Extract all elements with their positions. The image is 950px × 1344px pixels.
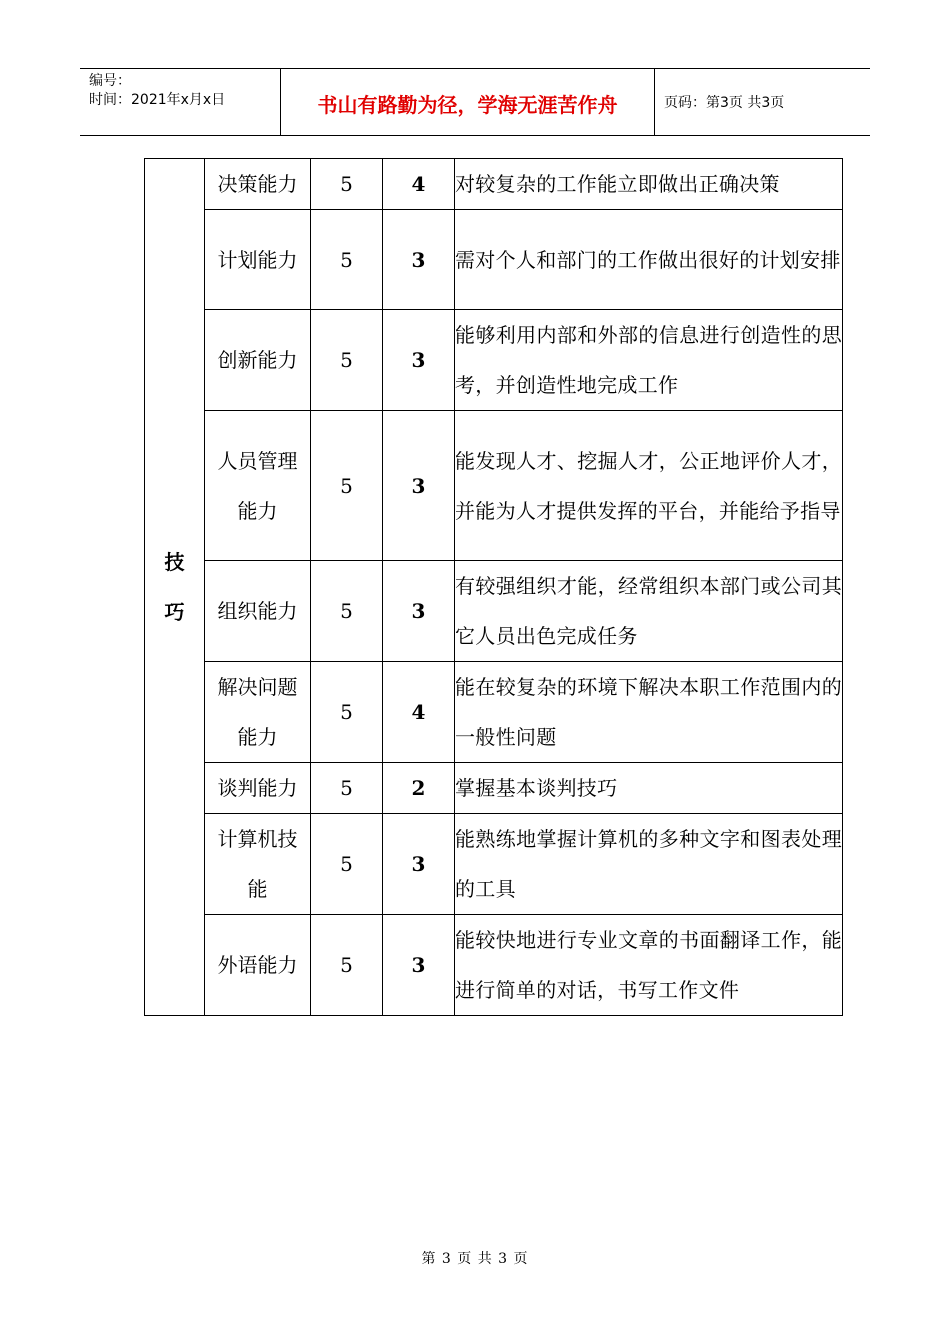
header-page-label: 页码：第3页 共3页 [664, 95, 785, 111]
skill-description: 能发现人才、挖掘人才，公正地评价人才，并能为人才提供发挥的平台，并能给予指导 [455, 411, 843, 561]
score: 2 [383, 763, 455, 814]
skill-name: 组织能力 [205, 561, 311, 662]
table-row [145, 814, 843, 915]
skill-name: 计划能力 [205, 210, 311, 310]
score: 4 [383, 159, 455, 210]
score: 3 [383, 814, 455, 915]
table-row [145, 210, 843, 310]
score: 3 [383, 210, 455, 310]
header-motto: 书山有路勤为径，学海无涯苦作舟 [281, 69, 655, 135]
full-score: 5 [311, 159, 383, 210]
skill-name: 外语能力 [205, 915, 311, 1016]
skills-table [144, 158, 843, 1016]
skill-description: 能在较复杂的环境下解决本职工作范围内的一般性问题 [455, 662, 843, 763]
number-label: 编号： [89, 73, 131, 89]
full-score: 5 [311, 561, 383, 662]
full-score: 5 [311, 662, 383, 763]
full-score: 5 [311, 763, 383, 814]
full-score: 5 [311, 915, 383, 1016]
score: 3 [383, 561, 455, 662]
full-score: 5 [311, 814, 383, 915]
table-row [145, 561, 843, 662]
skill-description: 需对个人和部门的工作做出很好的计划安排 [455, 210, 843, 310]
skill-description: 能熟练地掌握计算机的多种文字和图表处理的工具 [455, 814, 843, 915]
skill-description: 掌握基本谈判技巧 [455, 763, 843, 814]
page-footer: 第 3 页 共 3 页 [421, 1251, 529, 1267]
skill-description: 有较强组织才能，经常组织本部门或公司其它人员出色完成任务 [455, 561, 843, 662]
full-score: 5 [311, 210, 383, 310]
skill-description: 能较快地进行专业文章的书面翻译工作，能进行简单的对话，书写工作文件 [455, 915, 843, 1016]
category-char: 巧 [164, 600, 185, 624]
table-row [145, 159, 843, 210]
score: 3 [383, 915, 455, 1016]
skill-name: 计算机技能 [205, 814, 311, 915]
score: 4 [383, 662, 455, 763]
skill-name: 决策能力 [205, 159, 311, 210]
full-score: 5 [311, 310, 383, 411]
header-meta [80, 69, 281, 135]
skill-description: 对较复杂的工作能立即做出正确决策 [455, 159, 843, 210]
table-row [145, 310, 843, 411]
category-cell [145, 159, 205, 1016]
table-row [145, 915, 843, 1016]
table-row [145, 662, 843, 763]
skill-description: 能够利用内部和外部的信息进行创造性的思考，并创造性地完成工作 [455, 310, 843, 411]
table-row [145, 411, 843, 561]
score: 3 [383, 310, 455, 411]
skill-name: 解决问题能力 [205, 662, 311, 763]
category-char: 技 [164, 550, 185, 574]
full-score: 5 [311, 411, 383, 561]
skill-name: 谈判能力 [205, 763, 311, 814]
page-header [80, 68, 870, 136]
score: 3 [383, 411, 455, 561]
time-label: 时间：2021年x月x日 [89, 92, 226, 108]
skill-name: 创新能力 [205, 310, 311, 411]
table-row [145, 763, 843, 814]
skill-name: 人员管理能力 [205, 411, 311, 561]
